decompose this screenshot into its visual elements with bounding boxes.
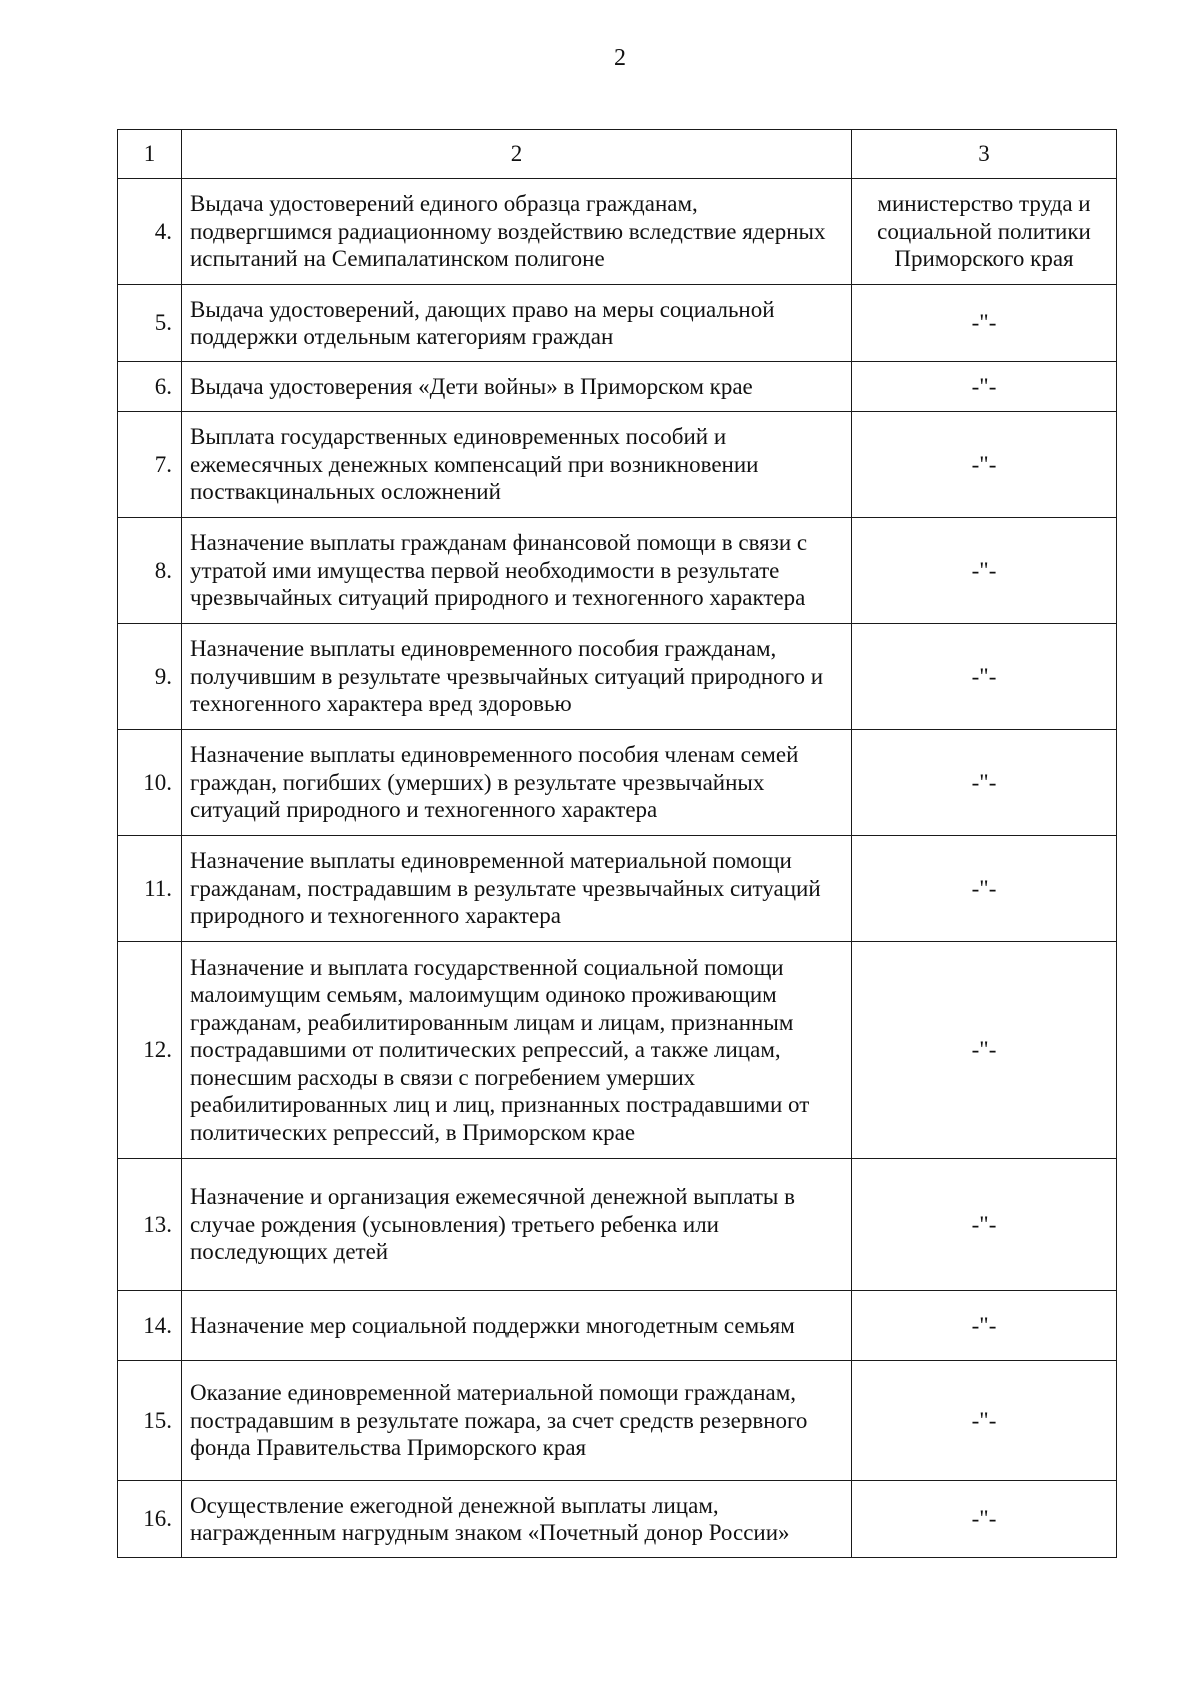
row-number: 15. bbox=[118, 1361, 182, 1481]
row-authority: -"- bbox=[852, 1481, 1117, 1558]
row-authority: -"- bbox=[852, 1361, 1117, 1481]
row-number: 4. bbox=[118, 179, 182, 285]
row-number: 8. bbox=[118, 518, 182, 624]
row-number: 12. bbox=[118, 942, 182, 1159]
row-authority: -"- bbox=[852, 412, 1117, 518]
table-row bbox=[118, 942, 1117, 1159]
header-col-1: 1 bbox=[118, 130, 182, 179]
row-service: Выдача удостоверения «Дети войны» в Приморском крае bbox=[182, 362, 852, 412]
row-service: Оказание единовременной материальной помощи гражданам, пострадавшим в результате пожара, за счет средств резервного фонда Правительства Приморского края bbox=[182, 1361, 852, 1481]
row-service: Назначение выплаты единовременного пособия гражданам, получившим в результате чрезвычайных ситуаций природного и техногенного характера вред здоровью bbox=[182, 624, 852, 730]
row-authority: -"- bbox=[852, 624, 1117, 730]
row-service: Назначение выплаты единовременного пособия членам семей граждан, погибших (умерших) в результате чрезвычайных ситуаций природного и техногенного характера bbox=[182, 730, 852, 836]
row-service: Выдача удостоверений, дающих право на меры социальной поддержки отдельным категориям граждан bbox=[182, 285, 852, 362]
services-table bbox=[117, 129, 1117, 1558]
row-authority: -"- bbox=[852, 362, 1117, 412]
row-service: Назначение выплаты гражданам финансовой помощи в связи с утратой ими имущества первой необходимости в результате чрезвычайных ситуаций природного и техногенного характера bbox=[182, 518, 852, 624]
table-row bbox=[118, 1291, 1117, 1361]
row-service: Назначение мер социальной поддержки многодетным семьям bbox=[182, 1291, 852, 1361]
row-service: Назначение и организация ежемесячной денежной выплаты в случае рождения (усыновления) третьего ребенка или последующих детей bbox=[182, 1159, 852, 1291]
table-row bbox=[118, 1159, 1117, 1291]
table-row bbox=[118, 624, 1117, 730]
table-row bbox=[118, 362, 1117, 412]
row-number: 10. bbox=[118, 730, 182, 836]
table-row bbox=[118, 285, 1117, 362]
row-authority: -"- bbox=[852, 942, 1117, 1159]
row-number: 13. bbox=[118, 1159, 182, 1291]
header-col-2: 2 bbox=[182, 130, 852, 179]
row-service: Осуществление ежегодной денежной выплаты лицам, награжденным нагрудным знаком «Почетный донор России» bbox=[182, 1481, 852, 1558]
table-header-row bbox=[118, 130, 1117, 179]
table-row bbox=[118, 730, 1117, 836]
row-number: 9. bbox=[118, 624, 182, 730]
row-authority: -"- bbox=[852, 1159, 1117, 1291]
row-authority: -"- bbox=[852, 836, 1117, 942]
row-service: Выплата государственных единовременных пособий и ежемесячных денежных компенсаций при возникновении поствакцинальных осложнений bbox=[182, 412, 852, 518]
row-service: Назначение и выплата государственной социальной помощи малоимущим семьям, малоимущим одиноко проживающим гражданам, реабилитированным лицам и лицам, признанным пострадавшими от политических репрессий, а также лицам, понесшим расходы в связи с погребением умерших реабилитированных лиц и лиц, признанных пострадавшими от политических репрессий, в Приморском крае bbox=[182, 942, 852, 1159]
row-number: 5. bbox=[118, 285, 182, 362]
row-authority: министерство труда и социальной политики Приморского края bbox=[852, 179, 1117, 285]
table-row bbox=[118, 836, 1117, 942]
row-authority: -"- bbox=[852, 285, 1117, 362]
table-row bbox=[118, 412, 1117, 518]
row-service: Назначение выплаты единовременной материальной помощи гражданам, пострадавшим в результате чрезвычайных ситуаций природного и техногенного характера bbox=[182, 836, 852, 942]
row-authority: -"- bbox=[852, 518, 1117, 624]
row-number: 16. bbox=[118, 1481, 182, 1558]
row-number: 11. bbox=[118, 836, 182, 942]
row-service: Выдача удостоверений единого образца гражданам, подвергшимся радиационному воздействию вследствие ядерных испытаний на Семипалатинском полигоне bbox=[182, 179, 852, 285]
table-row bbox=[118, 1361, 1117, 1481]
table-row bbox=[118, 518, 1117, 624]
row-authority: -"- bbox=[852, 730, 1117, 836]
row-number: 7. bbox=[118, 412, 182, 518]
table-row bbox=[118, 179, 1117, 285]
row-authority: -"- bbox=[852, 1291, 1117, 1361]
row-number: 6. bbox=[118, 362, 182, 412]
row-number: 14. bbox=[118, 1291, 182, 1361]
page-number: 2 bbox=[614, 45, 626, 71]
header-col-3: 3 bbox=[852, 130, 1117, 179]
table-row bbox=[118, 1481, 1117, 1558]
